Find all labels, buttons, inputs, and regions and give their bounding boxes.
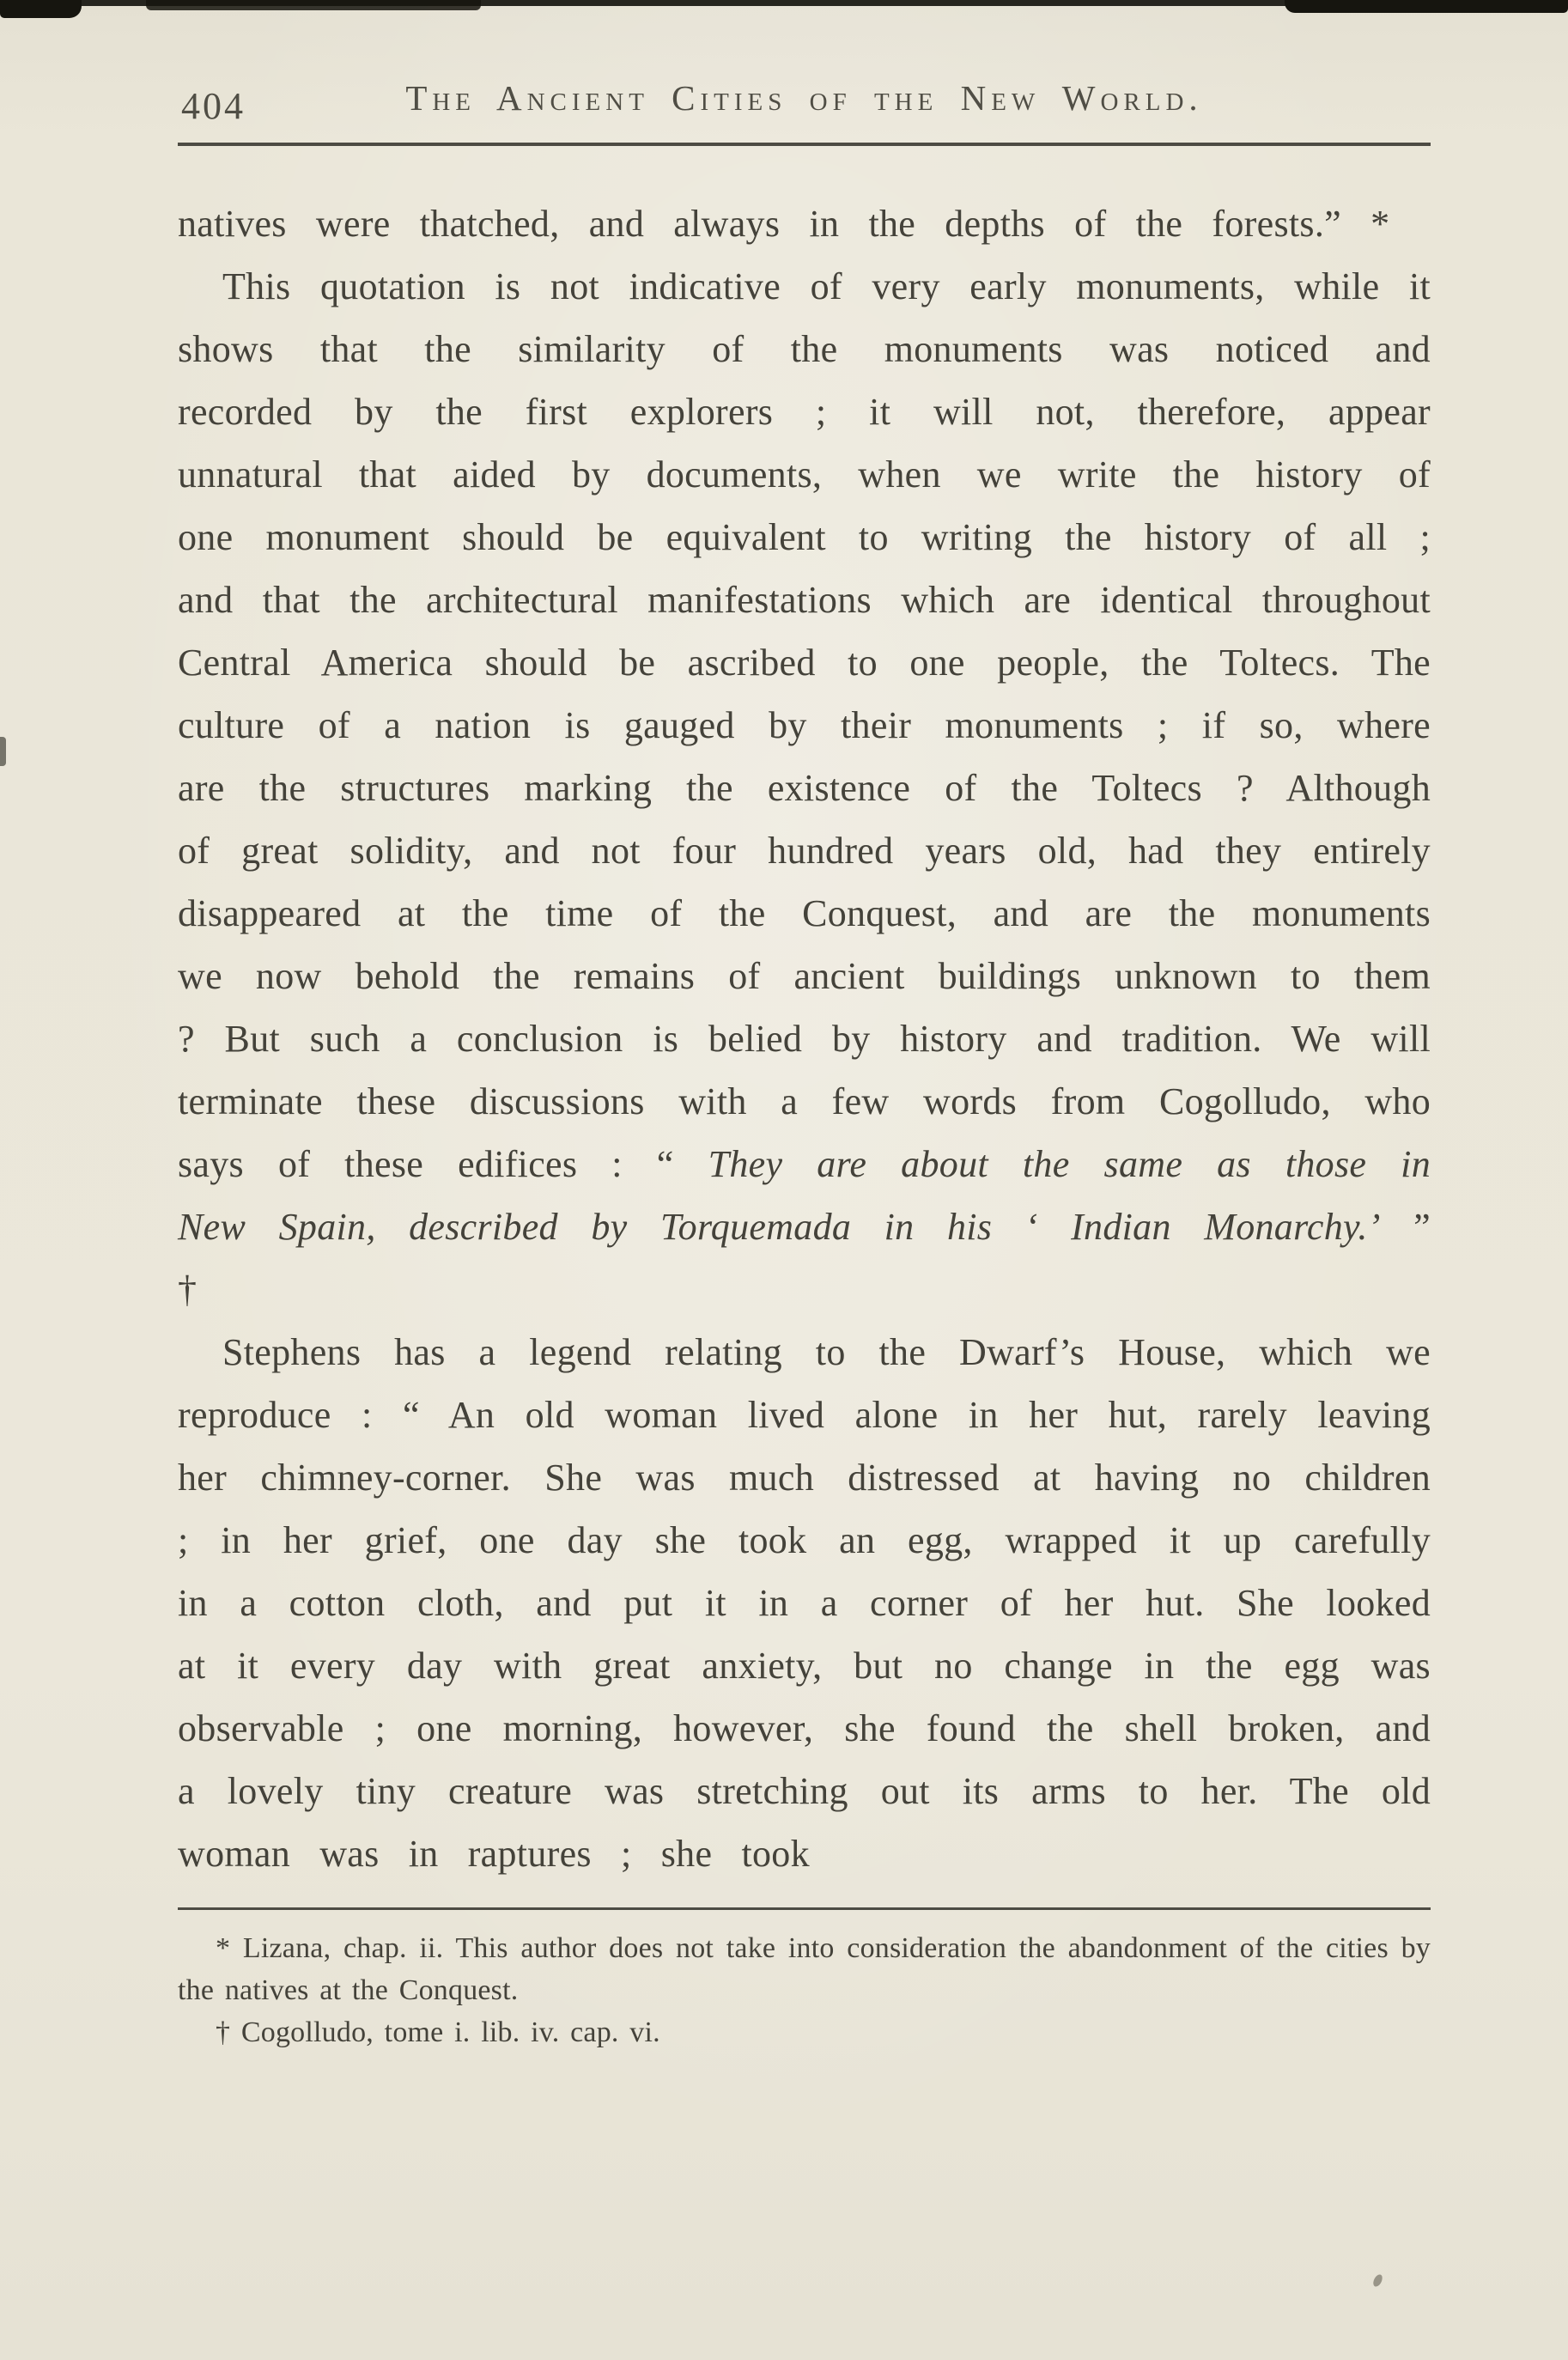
quoted-italic-text: They are about the same as those in New Spain, described by Torquemada in his ‘ Indian Monarchy.’ — [178, 1143, 1431, 1248]
paragraph — [178, 1321, 1431, 1885]
footnotes — [178, 1907, 1431, 2053]
footnote: † Cogolludo, tome i. lib. iv. cap. vi. — [216, 2016, 660, 2048]
paragraph-text: This quotation is not indicative of very early monuments, while it shows that the similarity of the monuments was noticed and recorded by the first explorers ; it will not, therefore, appear unnatural that aided by documents, when we write the history of one monument should be equivalent to writing the history of all ; and that the architectural manifestations which are identical throughout Central America should be ascribed to one people, the Toltecs. The culture of a nation is gauged by their monuments ; if so, where are the structures marking the existence of the Toltecs ? Although of great solidity, and not four hundred years old, had they entirely disappeared at the time of the Conquest, and are the monuments we now behold the remains of ancient buildings unknown to them ? But such a conclusion is belied by history and tradition. We will terminate these discussions with a few words from Cogolludo, who says of these edifices : “ — [178, 265, 1431, 1185]
page-number: 404 — [181, 85, 246, 127]
paragraph-text: Stephens has a legend relating to the Dwarf’s House, which we reproduce : “ An old woman lived alone in her hut, rarely leaving her chimney-corner. She was much distressed at having no children ; in her grief, one day she took an egg, wrapped it up carefully in a cotton cloth, and put it in a corner of her hut. She looked at it every day with great anxiety, but no change in the egg was observable ; one morning, however, she found the shell broken, and a lovely tiny creature was stretching out its arms to her. The old woman was in raptures ; she took — [178, 1331, 1431, 1875]
paragraph-text: natives were thatched, and always in the depths of the forests.” * — [178, 203, 1390, 245]
body-text — [178, 192, 1431, 1885]
footnote: * Lizana, chap. ii. This author does not take into consideration the abandonment of the cities by the natives at the Conquest. — [178, 1932, 1431, 2006]
page-header — [178, 77, 1431, 129]
paragraph — [178, 255, 1431, 1321]
paragraph-text: ” † — [178, 1206, 1431, 1311]
header-rule — [178, 143, 1431, 146]
footnote-rule — [178, 1907, 1431, 1910]
paragraph-continuation — [178, 192, 1431, 255]
running-title: The Ancient Cities of the New World. — [405, 78, 1203, 118]
scan-speck-bottom-right — [1372, 2273, 1383, 2288]
